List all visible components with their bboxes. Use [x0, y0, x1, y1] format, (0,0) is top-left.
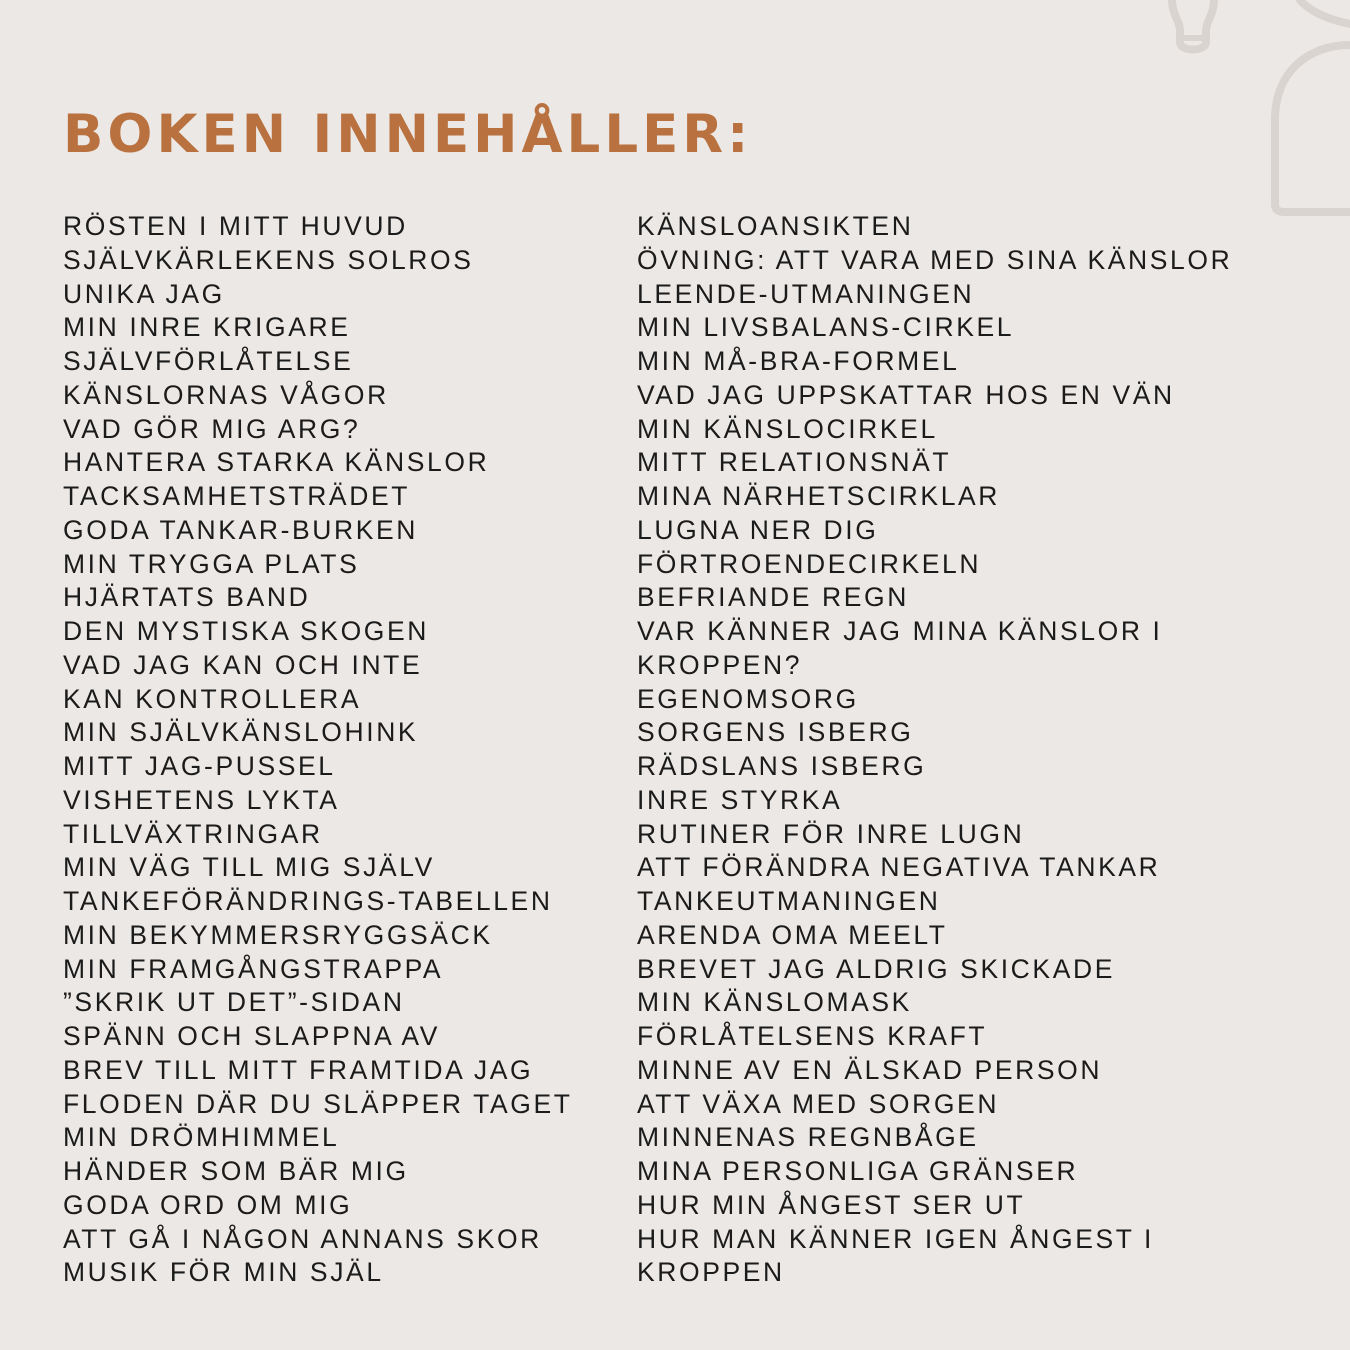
list-item: FÖRTROENDECIRKELN	[637, 548, 982, 579]
list-item: TILLVÄXTRINGAR	[63, 818, 323, 849]
list-item: SPÄNN OCH SLAPPNA AV	[63, 1021, 440, 1051]
list-item: BREV TILL MITT FRAMTIDA JAG	[63, 1054, 534, 1085]
list-item: RÖSTEN I MITT HUVUD	[63, 211, 408, 241]
list-item: MIN VÄG TILL MIG SJÄLV	[63, 852, 435, 883]
list-item: MUSIK FÖR MIN SJÄL	[63, 1257, 384, 1288]
list-item: LEENDE-UTMANINGEN	[637, 278, 975, 309]
list-item: BREVET JAG ALDRIG SKICKADE	[637, 953, 1115, 984]
list-item: LUGNA NER DIG	[637, 514, 879, 545]
list-item: SJÄLVKÄRLEKENS SOLROS	[63, 244, 474, 275]
list-item: SJÄLVFÖRLÅTELSE	[63, 346, 354, 376]
list-item: KROPPEN	[637, 1257, 785, 1288]
corner-decor-icon	[1150, 0, 1350, 230]
list-item: MIN FRAMGÅNGSTRAPPA	[63, 953, 444, 984]
list-item: EGENOMSORG	[637, 683, 859, 714]
list-item: RUTINER FÖR INRE LUGN	[637, 818, 1025, 849]
list-item: ARENDA OMA MEELT	[637, 919, 948, 950]
list-item: ATT VÄXA MED SORGEN	[637, 1088, 1000, 1119]
list-item: HUR MIN ÅNGEST SER UT	[637, 1189, 1026, 1220]
list-item: MIN DRÖMHIMMEL	[63, 1122, 340, 1153]
list-item: HJÄRTATS BAND	[63, 582, 311, 613]
list-item: HÄNDER SOM BÄR MIG	[63, 1156, 409, 1186]
list-item: VAD GÖR MIG ARG?	[63, 413, 361, 444]
list-item: FÖRLÅTELSENS KRAFT	[637, 1021, 988, 1051]
list-item: GODA ORD OM MIG	[63, 1189, 353, 1220]
list-item: MIN KÄNSLOMASK	[637, 987, 912, 1018]
list-item: MIN MÅ-BRA-FORMEL	[637, 346, 960, 376]
list-item: VAD JAG UPPSKATTAR HOS EN VÄN	[637, 379, 1175, 410]
list-item: HUR MAN KÄNNER IGEN ÅNGEST I	[637, 1223, 1154, 1254]
list-item: ATT FÖRÄNDRA NEGATIVA TANKAR	[637, 852, 1161, 883]
list-item: KÄNSLORNAS VÅGOR	[63, 379, 389, 410]
list-item: ”SKRIK UT DET”-SIDAN	[63, 987, 405, 1018]
list-item: MITT RELATIONSNÄT	[637, 447, 952, 478]
list-item: BEFRIANDE REGN	[637, 582, 909, 613]
list-item: DEN MYSTISKA SKOGEN	[63, 616, 430, 646]
contents-list-left	[63, 210, 623, 1290]
list-item: FLODEN DÄR DU SLÄPPER TAGET	[63, 1088, 573, 1119]
list-item: MIN KÄNSLOCIRKEL	[637, 413, 938, 444]
list-item: MINA NÄRHETSCIRKLAR	[637, 481, 1001, 511]
list-item: MINNE AV EN ÄLSKAD PERSON	[637, 1054, 1103, 1085]
list-item: INRE STYRKA	[637, 784, 843, 815]
list-item: MIN TRYGGA PLATS	[63, 548, 360, 579]
list-item: KAN KONTROLLERA	[63, 683, 362, 714]
list-item: TACKSAMHETSTRÄDET	[63, 481, 411, 511]
list-item: MIN INRE KRIGARE	[63, 312, 351, 343]
list-item: ÖVNING: ATT VARA MED SINA KÄNSLOR	[637, 244, 1233, 275]
list-item: TANKEUTMANINGEN	[637, 886, 941, 916]
list-item: KÄNSLOANSIKTEN	[637, 211, 914, 241]
list-item: MIN BEKYMMERSRYGGSÄCK	[63, 919, 493, 950]
list-item: MINNENAS REGNBÅGE	[637, 1122, 979, 1153]
list-item: MIN LIVSBALANS-CIRKEL	[637, 312, 1015, 343]
list-item: MIN SJÄLVKÄNSLOHINK	[63, 717, 419, 748]
list-item: KROPPEN?	[637, 649, 803, 680]
list-item: HANTERA STARKA KÄNSLOR	[63, 447, 490, 478]
list-item: VISHETENS LYKTA	[63, 784, 340, 815]
list-item: MINA PERSONLIGA GRÄNSER	[637, 1156, 1079, 1186]
list-item: UNIKA JAG	[63, 278, 225, 309]
list-item: ATT GÅ I NÅGON ANNANS SKOR	[63, 1223, 542, 1254]
list-item: TANKEFÖRÄNDRINGS-TABELLEN	[63, 886, 553, 916]
list-item: VAR KÄNNER JAG MINA KÄNSLOR I	[637, 616, 1163, 646]
list-item: VAD JAG KAN OCH INTE	[63, 649, 423, 680]
list-item: SORGENS ISBERG	[637, 717, 914, 748]
list-item: RÄDSLANS ISBERG	[637, 751, 927, 781]
page-title: BOKEN INNEHÅLLER:	[63, 104, 753, 165]
list-item: GODA TANKAR-BURKEN	[63, 514, 419, 545]
contents-list-right	[637, 210, 1317, 1290]
list-item: MITT JAG-PUSSEL	[63, 751, 336, 781]
